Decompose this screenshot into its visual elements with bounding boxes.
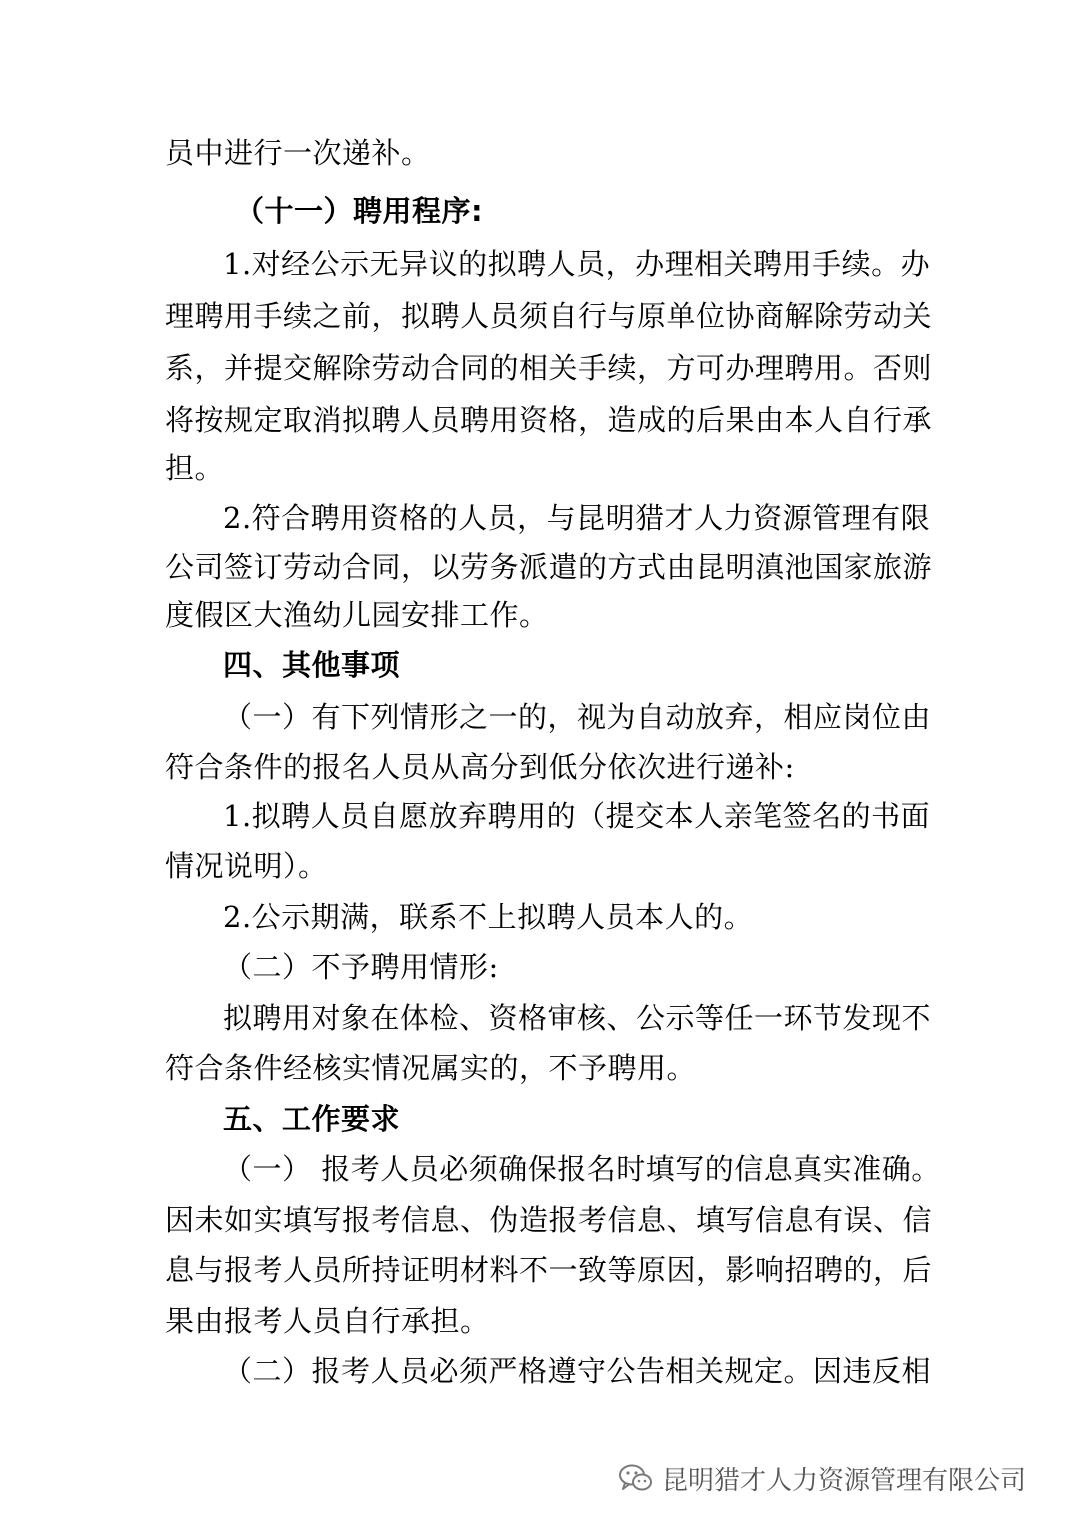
paragraph-line: 员中进行一次递补。 [165, 136, 431, 170]
watermark-text: 昆明猎才人力资源管理有限公司 [662, 1465, 1027, 1496]
paragraph-line: 系，并提交解除劳动合同的相关手续，方可办理聘用。否则 [165, 351, 933, 385]
section-heading: 四、其他事项 [223, 648, 401, 682]
paragraph-line: 1.对经公示无异议的拟聘人员，办理相关聘用手续。办 [223, 247, 931, 281]
paragraph-line: 将按规定取消拟聘人员聘用资格，造成的后果由本人自行承 [165, 403, 933, 437]
paragraph-line: （二）不予聘用情形: [223, 950, 499, 984]
paragraph-line: （一） 报考人员必须确保报名时填写的信息真实准确。 [223, 1152, 941, 1186]
paragraph-line: 息与报考人员所持证明材料不一致等原因，影响招聘的，后 [165, 1253, 933, 1287]
paragraph-line: 理聘用手续之前，拟聘人员须自行与原单位协商解除劳动关 [165, 299, 933, 333]
paragraph-line: 公司签订劳动合同，以劳务派遣的方式由昆明滇池国家旅游 [165, 550, 933, 584]
paragraph-line: （二）报考人员必须严格遵守公告相关规定。因违反相 [223, 1354, 932, 1388]
paragraph-line: 情况说明）。 [165, 849, 328, 883]
watermark [618, 1458, 1026, 1498]
paragraph-line: 2.公示期满，联系不上拟聘人员本人的。 [223, 900, 754, 934]
paragraph-line: 果由报考人员自行承担。 [165, 1304, 490, 1338]
paragraph-line: 符合条件经核实情况属实的，不予聘用。 [165, 1051, 697, 1085]
paragraph-line: 度假区大渔幼儿园安排工作。 [165, 598, 549, 632]
paragraph-line: 因未如实填写报考信息、伪造报考信息、填写信息有误、信 [165, 1203, 933, 1237]
wechat-icon [618, 1463, 654, 1493]
paragraph-line: 1.拟聘人员自愿放弃聘用的（提交本人亲笔签名的书面 [223, 799, 931, 833]
section-heading: 五、工作要求 [223, 1102, 401, 1136]
paragraph-line: 拟聘用对象在体检、资格审核、公示等任一环节发现不 [223, 1001, 932, 1035]
paragraph-line: （一）有下列情形之一的，视为自动放弃，相应岗位由 [223, 700, 932, 734]
paragraph-line: 符合条件的报名人员从高分到低分依次进行递补: [165, 750, 795, 784]
paragraph-line: 担。 [165, 451, 225, 485]
paragraph-line: 2.符合聘用资格的人员，与昆明猎才人力资源管理有限 [223, 501, 931, 535]
section-heading: （十一）聘用程序: [235, 194, 484, 228]
